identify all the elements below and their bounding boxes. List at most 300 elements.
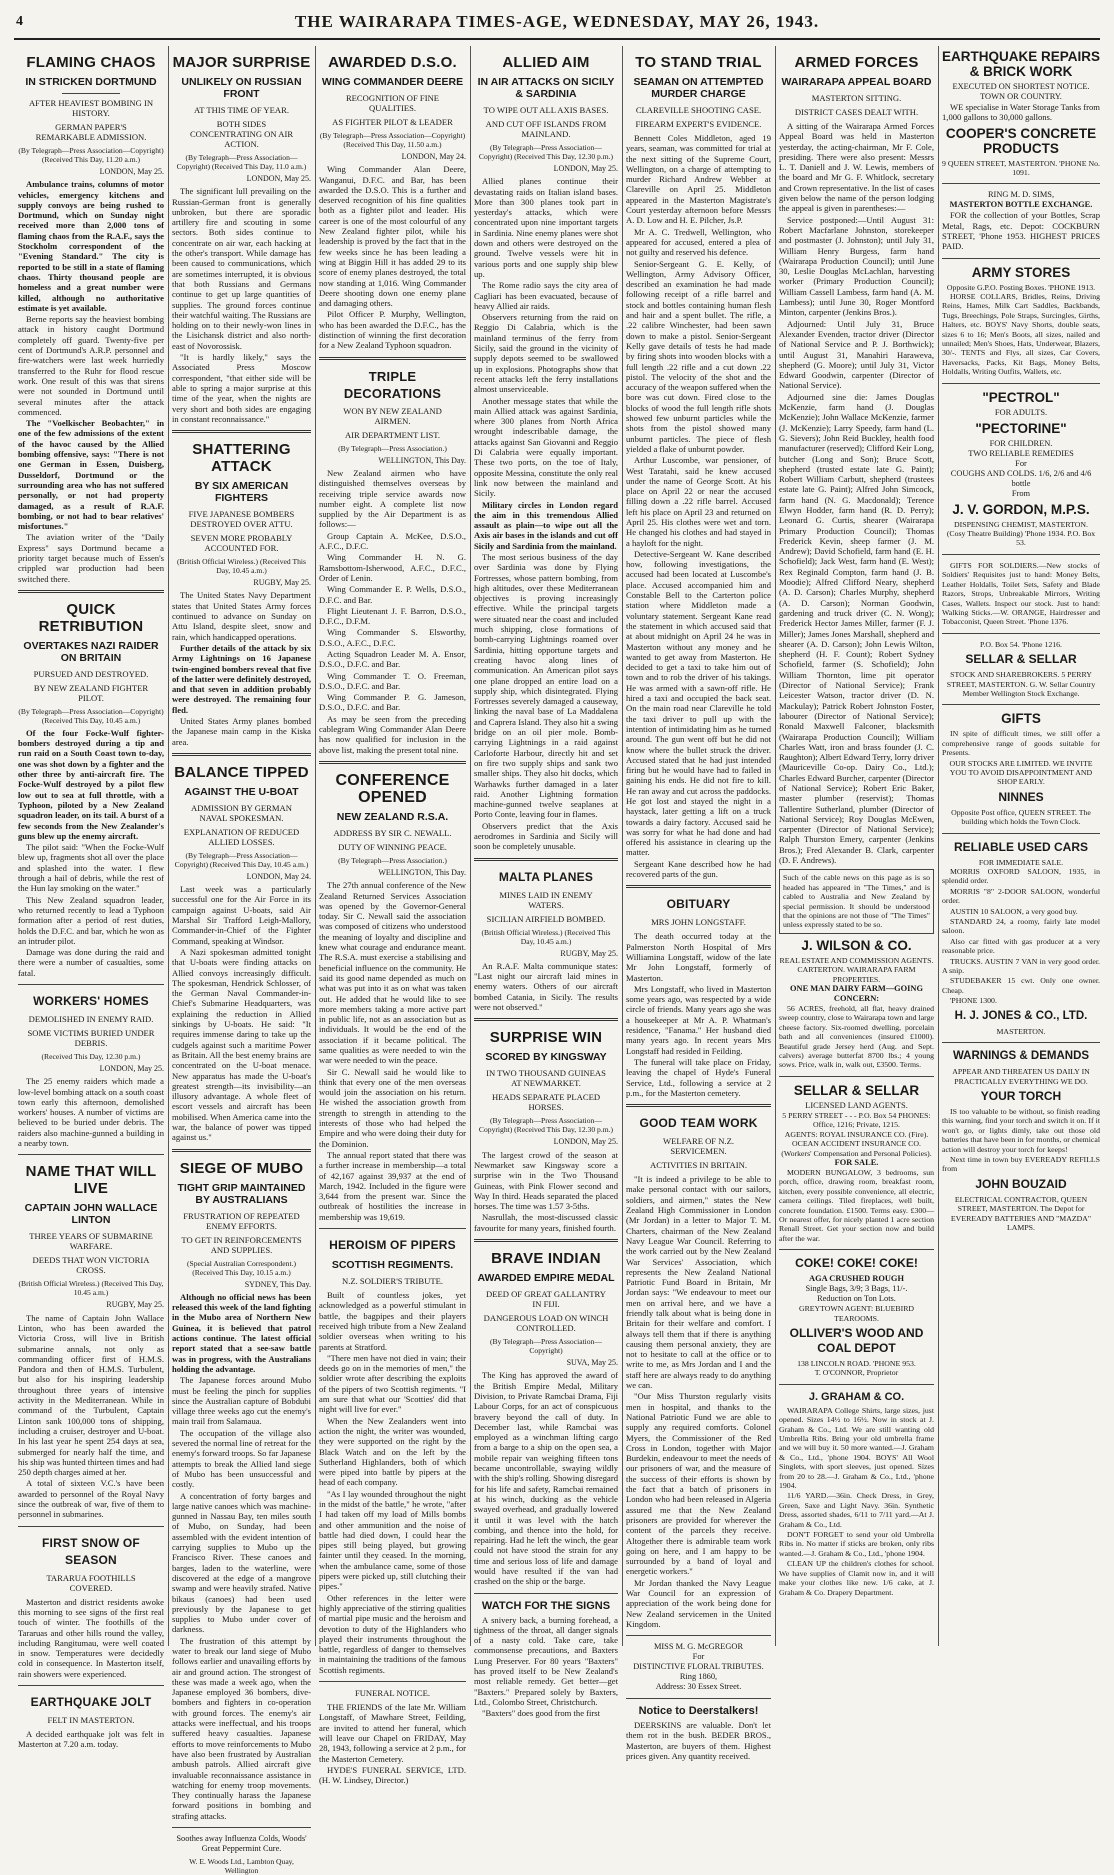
credit-line: (By Telegraph—Press Association—Copyright) (Received This Day, 12.30 p.m.) bbox=[478, 143, 614, 161]
deck: DISTRICT CASES DEALT WITH. bbox=[794, 107, 919, 117]
divider bbox=[779, 1384, 934, 1385]
headline: TRIPLE DECORATIONS bbox=[343, 368, 442, 401]
headline: GOOD TEAM WORK bbox=[639, 1116, 758, 1131]
advert-gordon-name: J. V. GORDON, M.P.S. bbox=[952, 501, 1090, 517]
credit-line: (Special Australian Correspondent.) (Received This Day, 10.15 a.m.) bbox=[186, 1258, 297, 1277]
headline: FLAMING CHAOS bbox=[26, 54, 156, 71]
advert-car-item: STANDARD 24, a roomy, fairly late model saloon. bbox=[942, 917, 1100, 936]
body-paragraph: Berne reports say the heaviest bombing attack in history caught Dortmund completely off guard. Twenty-five per cent of Dortmund's A.R.P. personnel and fire-watchers were last week hurriedly transferred to the Ruhr for flood rescue work. One result of this was that sirens were not sounded in Dortmund until several minutes after the attack commenced. bbox=[18, 314, 164, 417]
advert-car-item: STUDEBAKER 15 cwt. Only one owner. Cheap. bbox=[942, 976, 1100, 995]
column-5 bbox=[622, 46, 775, 1762]
advert-ninnes-name: NINNES bbox=[998, 789, 1044, 804]
body-paragraph: When the New Zealanders went into action the night, the writer was wounded, they were supported on the right by the Black Watch and on the left by the Sutherland Highlanders, both of which were piped into battle by pipers at the head of each company. bbox=[319, 1415, 466, 1488]
divider bbox=[474, 1593, 618, 1594]
advert-gordon-sub: DISPENSING CHEMIST, MASTERTON. bbox=[954, 519, 1088, 529]
advert-gordon-address: (Cosy Theatre Building) 'Phone 1934. P.O. Box 53. bbox=[946, 529, 1096, 548]
advert-gifts-body: IN spite of difficult times, we still offer a comprehensive range of goods suitable for Presents. bbox=[942, 729, 1100, 758]
body-paragraph: Last week was a particularly successful one for the Air Force in its campaign against U-boats, said Air Marshal Sir Trafford Leigh-Mallory, Commander-in-Chief of the Fighter Command, speaking at Windsor. bbox=[172, 884, 311, 946]
headline: SIEGE OF MUBO bbox=[179, 1159, 304, 1177]
body-paragraph: "It is indeed a privilege to be able to make personal contact with our sailors, soldiers, and airmen," states the New Zealand High Commissioner in London (Mr Jordan) in a letter to Major T. M. Charters, chairman of the New Zealand Navy League War Council. Referring to the work carried out by the New Zealand War Services' Association, which represents the New Zealand National Patriotic Fund Board in Britain, Mr Jordan says: "We endeavour to meet our men on arrival here, and we have a friendly talk about what is being done in Britain for their welfare and comfort. I always tell them that if there is anything causing them personal anxiety, they are not to hesitate to call at the office or to write to me, as Mrs Jordan and I and the staff here are always ready to do anything we can. bbox=[626, 1174, 771, 1391]
article-name-that-will-live bbox=[18, 1163, 164, 1519]
body-paragraph: Wing Commander Alan Deere, Wanganui, D.F.C. and Bar, has been awarded the D.S.O. This is a further and deserved recognition of his fine qualities both as a fighter pilot and leader. His career is one of the most colourful of any New Zealand fighter pilot, while his leadership is proved by the fact that in the few weeks since he has been leading a wing at Biggin Hill it has added 29 to its score of enemy planes destroyed, the total now standing at 1,016. Wing Commander Deere shooting down one enemy plane and damaging others. bbox=[319, 164, 466, 309]
deck: FRUSTRATION OF REPEATED ENEMY EFFORTS. bbox=[183, 1210, 300, 1231]
divider bbox=[18, 1526, 164, 1527]
credit-line: (By Telegraph—Press Association—Copyright) (Received This Day, 11.50 a.m.) bbox=[319, 131, 466, 149]
column-3 bbox=[315, 46, 470, 1786]
deck: BOTH SIDES CONCENTRATING ON AIR ACTION. bbox=[189, 119, 294, 149]
advert-line: For bbox=[1015, 458, 1027, 468]
body-paragraph: The aviation writer of the "Daily Express" says Dortmund became a priority target because much of Essen's crippled war production had been switched there. bbox=[18, 532, 164, 584]
headline: NAME THAT WILL LIVE bbox=[25, 1163, 157, 1198]
advert-bottle-heading: MASTERTON BOTTLE EXCHANGE. bbox=[949, 200, 1093, 210]
headline: WORKERS' HOMES bbox=[33, 994, 149, 1008]
advert-wilson-sub: REAL ESTATE AND COMMISSION AGENTS. CARTERTON. WAIRARAPA FARM PROPERTIES. bbox=[779, 955, 934, 984]
body-paragraph: Group Captain A. McKee, D.S.O., A.F.C., D.F.C. bbox=[319, 530, 466, 552]
advert-gifts-sub: OUR STOCKS ARE LIMITED. WE INVITE YOU TO AVOID DISAPPOINTMENT AND SHOP EARLY. bbox=[949, 758, 1093, 787]
article-shattering-attack bbox=[172, 441, 311, 747]
deck: AFTER HEAVIEST BOMBING IN HISTORY. bbox=[28, 98, 154, 118]
deck: AT THIS TIME OF YEAR. bbox=[194, 105, 289, 115]
dateline: LONDON, May 25. bbox=[99, 167, 164, 176]
headline: BRAVE INDIAN bbox=[491, 1250, 601, 1268]
deck: TARARUA FOOTHILLS COVERED. bbox=[46, 1572, 136, 1593]
body-paragraph: Wing Commander E. P. Wells, D.S.O., D.F.C. and Bar. bbox=[319, 584, 466, 605]
body-paragraph: Pilot Officer P. Murphy, Wellington, who has been awarded the D.F.C., has the distinction of winning the first decoration for a New Zealand Typhoon squadron. bbox=[319, 309, 466, 351]
masthead bbox=[0, 0, 1114, 48]
body-paragraph: This New Zealand squadron leader, who returned recently to lead a Typhoon formation after a period of rest duties, holds the D.F.C. and bar, which he won as an intruder pilot. bbox=[18, 894, 164, 946]
deck: TO GET IN REINFORCEMENTS AND SUPPLIES. bbox=[181, 1234, 302, 1255]
body-paragraph: Arthur Luscombe, war pensioner, of West Taratahi, said he knew accused under the name of George Scott. At his place on April 22 or near the accused filling down a .22 rifle barrel. Accused left his place on April 23 and returned on April 25. His clothes were wet and torn. He changed his clothes and had stayed in a hayloft for the night. bbox=[626, 455, 771, 548]
advert-army-stores: ARMY STORES bbox=[971, 264, 1071, 280]
deck: MASTERTON SITTING. bbox=[811, 93, 902, 103]
deck: PURSUED AND DESTROYED. bbox=[33, 668, 149, 679]
deck: SEVEN MORE PROBABLY ACCOUNTED FOR. bbox=[190, 533, 293, 554]
body-paragraph: Further details of the attack by six Army Lightnings on 16 Japanese twin-engined bombers reveal that five of the latter were definitely destroyed, and that seven in addition probably were destroyed. The remaining four fled. bbox=[172, 642, 311, 715]
subheadline: AGAINST THE U-BOAT bbox=[184, 785, 299, 798]
headline: ALLIED AIM bbox=[502, 54, 590, 71]
deck: AS FIGHTER PILOT & LEADER bbox=[332, 117, 453, 127]
deck: AIR DEPARTMENT LIST. bbox=[344, 429, 441, 440]
newspaper-title: THE WAIRARAPA TIMES-AGE, WEDNESDAY, MAY 26, 1943. bbox=[294, 12, 820, 31]
advert-used-cars-sub: FOR IMMEDIATE SALE. bbox=[978, 857, 1064, 867]
body-paragraph: Wing Commander H. N. G. Ramsbottom-Isherwood, A.F.C., D.F.C., Order of Lenin. bbox=[319, 552, 466, 583]
divider bbox=[626, 1104, 771, 1107]
article-major-surprise bbox=[172, 54, 311, 424]
deck: ADMISSION BY GERMAN NAVAL SPOKESMAN. bbox=[191, 802, 292, 823]
body-paragraph: Wing Commander S. Elsworthy, D.S.O., A.F.C., D.F.C. bbox=[319, 627, 466, 648]
divider bbox=[474, 858, 618, 861]
dateline: RUGBY, May 25. bbox=[106, 1300, 164, 1310]
body-paragraph: Sergeant Kane described how he had recovered parts of the gun. bbox=[626, 858, 771, 880]
deck: DUTY OF WINNING PEACE. bbox=[338, 841, 447, 852]
article-siege-of-mubo bbox=[172, 1160, 311, 1821]
credit-line: (By Telegraph—Press Association—Copyright) (Received This Day, 10.45 a.m.) bbox=[18, 706, 164, 725]
subheadline: UNLIKELY ON RUSSIAN FRONT bbox=[181, 76, 302, 100]
headline: BALANCE TIPPED bbox=[174, 763, 309, 781]
divider bbox=[172, 753, 311, 756]
article-malta-planes bbox=[474, 869, 618, 1013]
advert-ring: RING M. D. SIMS, bbox=[987, 190, 1055, 200]
body-paragraph: The annual report stated that there was a further increase in membership—a total of 42,167 against 39,937 at the end of March, 1942. Included in the figure were 3,644 from the present war. Since the outbreak of hostilities the increase in membership was 19,619. bbox=[319, 1149, 466, 1222]
advert-line: TWO RELIABLE REMEDIES bbox=[968, 448, 1074, 458]
body-paragraph: The United States Navy Department states that United States Army forces continued to advance on Sunday on Attu Island, despite sleet, snow and rain, which handicapped operations. bbox=[172, 590, 311, 642]
body-paragraph: United States Army planes bombed the Japanese main camp in the Kiska area. bbox=[172, 715, 311, 747]
divider bbox=[18, 984, 164, 985]
advert-coke-types: AGA CRUSHED ROUGH bbox=[809, 1274, 904, 1284]
article-quick-retribution bbox=[18, 601, 164, 978]
column-4 bbox=[470, 46, 622, 1719]
funeral-notice-body: THE FRIENDS of the late Mr. William Longstaff, of Mawhare Street, Feilding, are invited to attend her funeral, which will leave our Chapel on FRIDAY, May 28, 1943, following a service at 2 p.m., for the Masterton Cemetery. bbox=[319, 1702, 466, 1764]
advert-army-address: Opposite G.P.O. Posting Boxes. 'PHONE 1913. bbox=[946, 282, 1096, 292]
cable-news-notice: Such of the cable news on this page as is so headed has appeared in "The Times," and is cabled to Australia and New Zealand by special permission. It should be understood that the opinions are not those of "The Times" unless expressly stated to be so. bbox=[779, 869, 934, 933]
advert-graham-yard: 11/6 YARD.—36in. Check Dress, in Grey, Green, Saxe and Light Navy. 36in. Synthetic Dress, assorted shades, 6/11 to 7/11 yard.—At J. Graham & Co., Ltd. bbox=[779, 1491, 934, 1529]
divider bbox=[62, 93, 120, 94]
advert-heading: WATCH FOR THE SIGNS bbox=[481, 1599, 611, 1612]
deck: THREE YEARS OF SUBMARINE WARFARE. bbox=[29, 1231, 153, 1252]
deck: N.Z. SOLDIER'S TRIBUTE. bbox=[342, 1276, 443, 1287]
advert-sellar-sale: FOR SALE. bbox=[834, 1157, 879, 1167]
divider bbox=[319, 1681, 466, 1682]
advert-ninnes-address: Opposite Post office, QUEEN STREET. The building which holds the Town Clock. bbox=[951, 807, 1091, 827]
article-earthquake-jolt bbox=[18, 1694, 164, 1750]
advert-car-item: MORRIS OXFORD SALOON, 1935, in splendid order. bbox=[942, 867, 1100, 886]
divider bbox=[626, 1635, 771, 1636]
deck: WELFARE OF N.Z. SERVICEMEN. bbox=[663, 1136, 734, 1157]
advert-warnings-sub: APPEAR AND THREATEN US DAILY IN PRACTICALLY EVERYTHING WE DO. bbox=[952, 1067, 1090, 1086]
advert-car-item: 'PHONE 1300. bbox=[950, 996, 997, 1006]
advert-sellar-body: MODERN BUNGALOW, 3 bedrooms, sun porch, office, drawing room, breakfast room, kitchen, every possible convenience, all electric, camera ceilings. Tiled fireplaces, well built, concrete foundation. £1500. Terms easy. £300—Or nearest offer, for nicely planted 1 acre section Renall Street. Get your section now and build after the war. bbox=[779, 1167, 934, 1243]
divider bbox=[942, 258, 1100, 259]
dateline: LONDON, May 25. bbox=[246, 174, 311, 183]
deck: DEEDS THAT WON VICTORIA CROSS. bbox=[32, 1255, 150, 1276]
advert-graham-clean: CLEAN UP the children's clothes for school. We have supplies of Clamit now in, and it will make your clothes like new. 1/6 cake, at J. Graham & Co. Drapery Department. bbox=[779, 1559, 934, 1597]
dateline: SUVA, May 25. bbox=[566, 1358, 618, 1368]
advert-torch-next: Next time in town buy EVEREADY REFILLS from bbox=[942, 1154, 1100, 1174]
dateline: LONDON, May 24. bbox=[401, 152, 466, 161]
advert-coke-price: Single Bags, 3/9; 3 Bags, 11/-. bbox=[805, 1284, 908, 1294]
advert-tagline: "Baxters" does good from the first bbox=[482, 1708, 600, 1719]
advert-car-item: TRUCKS. AUSTIN 7 VAN in very good order. A snip. bbox=[942, 956, 1100, 976]
dateline: SYDNEY, This Day. bbox=[244, 1279, 311, 1289]
credit-line: (British Official Wireless.) (Received This Day, 10.45 a.m.) bbox=[18, 1279, 164, 1298]
advert-sellar-sub: STOCK AND SHAREBROKERS. 5 PERRY STREET, MASTERTON. G. W. Sellar Country Member Wellington Stock Exchange. bbox=[946, 670, 1096, 698]
dateline: WELLINGTON, This Day. bbox=[378, 455, 466, 465]
body-paragraph: Nasrullah, the most-discussed classic favourite for many years, finished fourth. bbox=[474, 1212, 618, 1233]
deck: AND CUT OFF ISLANDS FROM MAINLAND. bbox=[485, 119, 607, 139]
body-paragraph: The pilot said: "When the Focke-Wulf blew up, fragments shot all over the place and splashed into the water. I flew through a hail of debris, while the rest of the Hun lay smoking on the water." bbox=[18, 842, 164, 894]
advert-body: DEERSKINS are valuable. Don't let them rot in the bush. BEDER BROS., Masterton, are buyers of them. Highest prices given. Any quantity received. bbox=[626, 1720, 771, 1762]
body-paragraph: Mr Jordan thanked the Navy League War Council for an expression of appreciation of the work being done for New Zealand servicemen in the United Kingdom. bbox=[626, 1577, 771, 1629]
divider bbox=[172, 430, 311, 433]
body-paragraph: "It is hardly likely," says the Associated Press Moscow correspondent, "that either side will be able to spring a major surprise at this time of the year, when the nights are very short and both sides are engaging in constant reconnaissance." bbox=[172, 352, 311, 424]
credit-line: (By Telegraph—Press Association—Copyright) (Received This Day, 11.20 a.m.) bbox=[18, 146, 164, 164]
deck: TO WIPE OUT ALL AXIS BASES. bbox=[483, 105, 609, 115]
credit-line: (By Telegraph—Press Association—Copyright) (Received This Day, 12.30 p.m.) bbox=[478, 1116, 614, 1135]
advert-sellar-name: SELLAR & SELLAR bbox=[793, 1082, 920, 1098]
subheadline: WAIRARAPA APPEAL BOARD bbox=[781, 76, 932, 88]
credit-line: (By Telegraph—Press Association.) bbox=[338, 443, 447, 453]
body-paragraph: Mr A. C. Tredwell, Wellington, who appeared for accused, entered a plea of not guilty and reserved his defence. bbox=[626, 226, 771, 258]
advert-heading: Notice to Deerstalkers! bbox=[638, 1705, 759, 1718]
advert-graham-name: J. GRAHAM & CO. bbox=[808, 1390, 905, 1403]
subheadline: WING COMMANDER DEERE bbox=[321, 76, 464, 88]
article-allied-aim bbox=[474, 54, 618, 852]
advert-florist-name: MISS M. G. McGREGOR bbox=[653, 1642, 744, 1652]
body-paragraph: The largest crowd of the season at Newmarket saw Kingsway score a surprise win in the Two Thousand Guineas, with Pink Flower second and Way In third. Heads separated the placed horses. The time was 1.57 3-5ths. bbox=[474, 1149, 618, 1212]
body-paragraph: The frustration of this attempt by water to break our land siege of Mubo follows earlier and unavailing efforts by air and ground action. The strongest of these was made a week ago, when the Japanese employed 36 bombers, dive-bombers and fighters in co-operation with ground forces. The enemy's air attacks were ineffectual, and his troops suffered heavy casualties. Japanese efforts to move reinforcements to Mubo have also been frustrated by Australian ambush patrols. Allied aircraft give invaluable reconnaissance assistance in watching for enemy troop movements. They continually harass the Japanese forward positions in bombing and strafing attacks. bbox=[172, 1635, 311, 1821]
advert-bouzaid-sub: ELECTRICAL CONTRACTOR, QUEEN STREET, MASTERTON. The Depot for EVEREADY BATTERIES AND "MAZDA" LAMPS. bbox=[950, 1194, 1092, 1232]
body-paragraph: The King has approved the award of the British Empire Medal, Military Division, to Private Ramcbai Drama, Fiji Labour Corps, for an act of conspicuous bravery beyond the call of duty. In December last, while Ramcbai was employed as a winchman lifting cargo from a barge to a ship on the open sea, a mobile repair van weighing fifteen tons became uncontrollable, swaying wildly with the ship's rolling. Showing disregard for his life and safety, Ramcbai remained at his winch, ducking as the vehicle swayed overhead, and gradually lowered it until it was level with the hatch combing, and thence into the hold, for repairing. Had he left the winch, the gear could not have stood the strain for any time and serious loss of life and damage would have resulted if the van had crashed on the ship or the barge. bbox=[474, 1370, 618, 1587]
subheadline: SCORED BY KINGSWAY bbox=[485, 1051, 607, 1064]
advert-florist-line: Address: 30 Essex Street. bbox=[655, 1682, 742, 1692]
divider bbox=[172, 1827, 311, 1828]
deck: ADDRESS BY SIR C. NEWALL. bbox=[333, 827, 452, 838]
headline: SHATTERING ATTACK bbox=[192, 441, 291, 476]
body-paragraph: The funeral will take place on Friday, leaving the chapel of Hyde's Funeral Service, Ltd., following a service at 2 p.m., for the Masterton cemetery. bbox=[626, 1056, 771, 1098]
body-paragraph: Adjourned: Until July 31, Bruce Alexander Evenden, tractor driver (Director of National Service and P. J. Borthwick); until August 31, Manahiri Haraweva, shepherd (G. Moore); until July 31, Victor Edward Goodwin, carpenter (Director of National Service). bbox=[779, 318, 934, 391]
column-1 bbox=[14, 46, 168, 1750]
divider bbox=[626, 1698, 771, 1699]
article-workers-homes bbox=[18, 993, 164, 1148]
divider bbox=[942, 554, 1100, 555]
advert-sellar-agents: AGENTS: ROYAL INSURANCE CO. (Fire). OCEAN ACCIDENT INSURANCE CO. (Workers' Compensation and Personal Policies). bbox=[781, 1129, 932, 1158]
advert-olliver-proprietor: T. O'CONNOR, Proprietor bbox=[814, 1368, 899, 1378]
advert-coopers-name: COOPER'S CONCRETE PRODUCTS bbox=[945, 125, 1097, 156]
body-paragraph: The death occurred today at the Palmerston North Hospital of Mrs Williamina Longstaff, widow of the late Mr John Longstaff, formerly of Masterton. bbox=[626, 931, 771, 983]
headline: CONFERENCE OPENED bbox=[335, 771, 450, 806]
body-paragraph: Wing Commander P. G. Jameson, D.S.O., D.F.C. and Bar. bbox=[319, 692, 466, 713]
divider bbox=[18, 1685, 164, 1686]
body-paragraph: Of the four Focke-Wulf fighter-bombers destroyed during a tip and run raid on a South Coast town to-day, one was shot down by a fighter and the other three by anti-aircraft fire. The Focke-Wulf destroyed by a pilot flew low out to sea at full throttle, with a Typhoon, piloted by a New Zealand squadron leader, on its tail. A burst of a few seconds from the New Zealander's guns blew up the enemy aircraft. bbox=[18, 727, 164, 841]
body-paragraph: The Rome radio says the city area of Cagliari has been evacuated, because of heavy Allied air raids. bbox=[474, 280, 618, 311]
dateline: LONDON, May 25. bbox=[99, 1064, 164, 1073]
subheadline: AWARDED EMPIRE MEDAL bbox=[477, 1272, 615, 1285]
advert-line: TOWN OR COUNTRY. bbox=[980, 92, 1062, 101]
deck: SICILIAN AIRFIELD BOMBED. bbox=[486, 913, 606, 924]
advert-wilson-heading: ONE MAN DAIRY FARM—GOING CONCERN: bbox=[790, 984, 923, 1004]
advert-olliver-address: 138 LINCOLN ROAD. 'PHONE 953. bbox=[797, 1358, 916, 1368]
divider bbox=[942, 704, 1100, 705]
deck: ACTIVITIES IN BRITAIN. bbox=[650, 1160, 747, 1171]
divider bbox=[474, 1239, 618, 1242]
advert-line: FOR ADULTS. bbox=[994, 407, 1048, 417]
advert-sellar-box: P.O. Box 54. 'Phone 1216. bbox=[980, 639, 1062, 649]
divider bbox=[942, 1042, 1100, 1043]
deck: DEMOLISHED IN ENEMY RAID. bbox=[28, 1014, 154, 1024]
body-paragraph: New Zealand airmen who have distinguished themselves overseas by receiving triple service awards now number eight. A complete list now supplied by the Air Department is as follows:— bbox=[319, 467, 466, 530]
body-paragraph: A decided earthquake jolt was felt in Masterton at 7.20 a.m. today. bbox=[18, 1728, 164, 1750]
body-paragraph: Other references in the letter were highly appreciative of the stirring qualities of martial pipe music and the heroism and devotion to duty of the Highlanders who played their instruments throughout the battle, regardless of danger to themselves in maintaining the traditions of the famous Scottish regiments. bbox=[319, 1592, 466, 1675]
body-paragraph: Flight Lieutenant J. F. Barron, D.S.O., D.F.C., D.F.M. bbox=[319, 605, 466, 627]
body-paragraph: The most serious business of the day over Sardinia was done by Flying Fortresses, whose pattern bombing, from high altitudes, over these Mediterranean objectives is proving increasingly effective. While the principal targets were situated near the coast and included much shipping, close formations of bomb-carrying Lightnings roamed over Sardinia, hitting opportune targets and creating havoc along lines of communication. An American pilot says one plane dropped an entire load on a supply ship, which disintegrated. Flying Fortresses severely damaged a causeway, linking the naval base of La Maddalena and Caprera Island. They also hit a swing bridge on an oil pier mole. Bomb-carrying Lightnings in a raid against Carloforte Harbour, directly hit and set on fire two supply ships and sank two smaller ships. They also hit docks, which Warhawks further damaged in a later raid. Another Lightning formation machine-gunned twelve seaplanes at Porto Conte, leaving four in flames. bbox=[474, 551, 618, 820]
advert-torch: YOUR TORCH bbox=[980, 1088, 1062, 1103]
deck: FELT IN MASTERTON. bbox=[47, 1714, 135, 1725]
dateline: LONDON, May 24. bbox=[246, 871, 311, 881]
divider bbox=[319, 1228, 466, 1229]
article-triple-decorations bbox=[319, 368, 466, 755]
divider bbox=[626, 885, 771, 888]
advert-jones-name: H. J. JONES & CO., LTD. bbox=[954, 1009, 1088, 1022]
advert-line: COUGHS AND COLDS. 1/6, 2/6 and 4/6 bottle bbox=[950, 468, 1092, 488]
body-paragraph: Service postponed:—Until August 31: Robert Macfarlane Johnston, storekeeper and postmaster (J. Johnston); until July 31, William Henry Burgess, farm hand (Wairarapa Production Council); until June 30, Leslie Douglas McLachlan, harvesting worker (Primary Production Council); William Cassell Lambess, farm hand (A. M. Lambess); until June 30, Roger Montford Minton, carpenter (Jenkins Bros.). bbox=[779, 214, 934, 318]
headline: TO STAND TRIAL bbox=[635, 54, 762, 71]
advert-bouzaid-name: JOHN BOUZAID bbox=[975, 1176, 1067, 1191]
advert-line: FOR CHILDREN. bbox=[989, 438, 1053, 448]
body-paragraph: Observers predict that the Axis aerodromes in Sardinia and Sicily will soon be completely unusable. bbox=[474, 820, 618, 852]
subheadline: OVERTAKES NAZI RAIDER ON BRITAIN bbox=[23, 639, 159, 664]
headline: SURPRISE WIN bbox=[489, 1029, 603, 1047]
credit-line: (By Telegraph—Press Association—Copyright) (Received This Day, 10.45 a.m.) bbox=[174, 850, 309, 869]
subheadline: IN STRICKEN DORTMUND bbox=[25, 76, 157, 88]
article-flaming-chaos bbox=[18, 54, 164, 584]
advert-olliver-name: OLLIVER'S WOOD AND COAL DEPOT bbox=[789, 1325, 924, 1355]
advert-graham-ribs: DON'T FORGET to send your old Umbrella Ribs in. No matter if sticks are broken, only ribs wanted.—J. Graham & Co., Ltd., 'phone 1904. bbox=[779, 1530, 934, 1558]
body-paragraph: Although no official news has been released this week of the land fighting in the Mubo area of Northern New Guinea, it is believed that patrol actions continue. The latest official report stated that a see-saw battle was in progress, with the Australians holding the advantage. bbox=[172, 1291, 311, 1374]
subheadline: IN AIR ATTACKS ON SICILY & SARDINIA bbox=[477, 76, 615, 100]
body-paragraph: Adjourned sine die: James Douglas McKenzie, farm hand (J. Douglas McKenzie); John Wallace McKenzie, farmer (J. McKenzie); Larry Speedy, farm hand (L. G. Sievers); John Reid Buckley, health food manufacturer (reserved); Clifford Keir Long, butcher (Long and Son); Bruce Scott, shepherd (trusted estate late G. Paint); Robert William Carbutt, shepherd (trustees estate late G. Paint); Alfred John Simcock, farm hand (N. G. Macdonald); Terence Elwyn Hodder, farm hand (R. D. Perry); Leonard G. Curtis, shearer (Wairarapa Primary Production Council); Thomas Frederick Kevin, sheep farmer (J. M. Andrew); David Schofield, farm hand (E. H. Schofield); Jack West, farm hand (E. West); Rex Reginald Compton, farm hand (J. B. Moodie); Alfred Clifford Neary, shepherd (A. D. Carson); Charles Murphy, shepherd (A. D. Carson); Norman Goodwin, gardening and truck driver (C. N. Wong); Frederick Hector James Miller, farmer (F. J. Miller); James Jones Marshall, shepherd and shearer (A. D. Carson); John Lewis Wilton, shepherd (H. F. Count); Robert Sydney Schofield, farmer (S. Schofield); John William Thornton, lime pit operator (Director of National Service); Frank Leicester Watson, tractor driver (D. N. Mackulay); Patrick Robert Johnston Foster, labourer (Director of National Service); Ronald Maxwell Falconer, blacksmith (Wairarapa Production Council); William Charles Watt, iron and brass founder (J. C. Raughton); Albert Edward Terry, lorry driver (Mauriceville Co-op. Dairy Co., Ltd.); Charles Edward Burcher, carpenter (Director of National Service); Robert Eric Baker, master plumber (reservist); Thomas Tallentire Sutherland, plumber (Director of National Service); Roy Douglas McEwen, carpenter (Director of National Service); Ralph Thurston Emery, carpenter (Jenkins Bros.); Fred Alexander B. Clark, carpenter (D. F. Andrews). bbox=[779, 391, 934, 866]
headline: OBITUARY bbox=[666, 897, 731, 912]
funeral-notice-heading: FUNERAL NOTICE. bbox=[354, 1688, 431, 1699]
divider bbox=[18, 590, 164, 593]
article-brave-indian bbox=[474, 1250, 618, 1587]
subheadline: CAPTAIN JOHN WALLACE LINTON bbox=[24, 1202, 158, 1227]
subheadline: SCOTTISH REGIMENTS. bbox=[331, 1259, 454, 1272]
funeral-notice-signature: HYDE'S FUNERAL SERVICE, LTD. (H. W. Lindsey, Director.) bbox=[319, 1764, 466, 1786]
divider bbox=[779, 1076, 934, 1077]
deck: CLAREVILLE SHOOTING CASE. bbox=[635, 105, 762, 115]
divider bbox=[474, 1018, 618, 1021]
body-paragraph: Wing Commander T. O. Freeman, D.S.O., D.F.C. and Bar. bbox=[319, 670, 466, 691]
deck: GERMAN PAPER'S REMARKABLE ADMISSION. bbox=[35, 122, 147, 142]
advert-bottle-body: FOR the collection of your Bottles, Scrap Metal, Rags, etc. Depot: COCKBURN STREET, 'Phone 1953. HIGHEST PRICES PAID. bbox=[942, 210, 1100, 252]
advert-wilson-body: 56 ACRES, freehold, all flat, heavy drained sweep country, close to Wairarapa town and large cheese factory. Six-roomed dwelling, porcelain bath and all conveniences (insured £1000). Beautiful grade Jersey herd (Aug. and Sept. calvers) average butterfat 8700 lbs.; 4 young sows. Price, walk in, walk out, £3500. Terms. bbox=[779, 1004, 934, 1070]
divider bbox=[942, 633, 1100, 634]
deck: HEADS SEPARATE PLACED HORSES. bbox=[491, 1092, 601, 1113]
body-paragraph: "As I lay wounded throughout the night in the midst of the battle," he wrote, "after I had taken off my load of Mills bombs and other ammunition and the noise of battle had died down, I could hear the pipes still being played, but growing fainter until they ceased. In the morning, when the ambulance came, some of those pipers were picked up, still clutching their pipes." bbox=[319, 1488, 466, 1592]
article-armed-forces bbox=[779, 54, 934, 865]
advert-coke: COKE! COKE! COKE! bbox=[795, 1256, 918, 1271]
divider bbox=[942, 833, 1100, 834]
advert-car-item: MORRIS "8" 2-DOOR SALOON, wonderful order. bbox=[942, 886, 1100, 906]
dateline: WELLINGTON, This Day. bbox=[378, 867, 466, 877]
article-surprise-win bbox=[474, 1029, 618, 1233]
advert-coke-agent: GREYTOWN AGENT: BLUEBIRD TEAROOMS. bbox=[798, 1304, 915, 1323]
advert-pectrol: "PECTROL" bbox=[982, 389, 1060, 405]
subheadline: BY SIX AMERICAN FIGHTERS bbox=[194, 480, 289, 505]
credit-line: (British Official Wireless.) (Received This Day, 10.45 a.m.) bbox=[177, 557, 306, 576]
advert-sellar-address: 5 PERRY STREET - - - P.O. Box 54 PHONES: Office, 1216; Private, 1215. bbox=[782, 1110, 931, 1130]
deck: FIVE JAPANESE BOMBERS DESTROYED OVER ATTU. bbox=[188, 509, 295, 530]
deck: SOME VICTIMS BURIED UNDER DEBRIS. bbox=[27, 1028, 155, 1048]
advert-florist-line: Ring 1860, bbox=[679, 1672, 718, 1682]
subheadline: NEW ZEALAND R.S.A. bbox=[336, 810, 449, 823]
divider bbox=[942, 183, 1100, 184]
divider bbox=[18, 1154, 164, 1155]
subheadline: TIGHT GRIP MAINTAINED BY AUSTRALIANS bbox=[177, 1181, 306, 1206]
divider bbox=[319, 357, 466, 360]
headline: EARTHQUAKE JOLT bbox=[30, 1694, 152, 1709]
deck: EXPLANATION OF REDUCED ALLIED LOSSES. bbox=[183, 826, 300, 847]
advert-printer: W. E. Woods Ltd., Lambton Quay, Wellington bbox=[189, 1857, 294, 1875]
body-paragraph: Allied planes continue their devastating raids on Italian island bases. More than 300 planes took part in yesterday's attacks, which were concentrated upon nine important targets in Sardinia. Nine enemy planes were shot down and others were destroyed on the ground. Twelve vessels were hit in various ports and one supply ship blew up. bbox=[474, 176, 618, 279]
page-number: 4 bbox=[16, 14, 23, 29]
body-paragraph: The Japanese forces around Mubo must be feeling the pinch for supplies since the Australian capture of Bobdubi village three weeks ago cut the enemy's main trail from Salamaua. bbox=[172, 1375, 311, 1427]
advert-car-item: AUSTIN 10 SALOON, a very good buy. bbox=[950, 906, 1078, 916]
body-paragraph: The occupation of the village also severed the normal line of retreat for the enemy's forward troops. So far Japanese attempts to break the Allied land siege of Mubo has been unsuccessful and costly. bbox=[172, 1427, 311, 1490]
body-paragraph: The "Voelkischer Beobachter," in one of the few admissions of the extent of the havoc caused by the Allied bombing offensive, says: "There is not one German in Essen, Duisberg, Dusseldorf, Dortmund or the surrounding area who has not suffered personally, or not had property damaged, as a result of R.A.F. bombing, or not had to bear relatives' misfortunes." bbox=[18, 418, 164, 532]
article-obituary bbox=[626, 896, 771, 1098]
divider bbox=[779, 1249, 934, 1250]
body-paragraph: Ambulance trains, columns of motor vehicles, emergency kitchens and supply convoys are being rushed to Dortmund, which on Sunday night received more than 2,000 tons of flaming chaos from the R.A.F., says the Stockholm correspondent of the "Evening Standard." The city is reported to be still in a state of flaming chaos. Thirty thousand people are homeless and a great number were killed, although no authoritative estimate is yet available. bbox=[18, 179, 164, 313]
body-paragraph: Bennett Coles Middleton, aged 19 years, seaman, was committed for trial at the next sitting of the Supreme Court, Wellington, on a charge of attempting to murder Richard Andrew Webber at Clareville on April 25. Middleton appeared in the Masterton Magistrate's Court yesterday afternoon before Messrs A. D. Low and H. E. Pilcher, Js.P. bbox=[626, 133, 771, 226]
advert-line: From bbox=[1011, 488, 1031, 498]
body-paragraph: A sitting of the Wairarapa Armed Forces Appeal Board was held in Masterton yesterday, the acting-chairman, Mr F. Cole, presiding. There were also present: Messrs L. T. Daniell and J. W. Lewis, members of the board and Mr G. F. Whitlock, secretary and Crown representative. In the list of cases given below the name of the person lodging the appeal is given in parentheses:— bbox=[779, 121, 934, 214]
credit-line: (By Telegraph—Press Association—Copyright) bbox=[490, 1337, 602, 1356]
advert-pectorine: "PECTORINE" bbox=[975, 420, 1067, 436]
headline: QUICK RETRIBUTION bbox=[38, 600, 144, 635]
deck: DEED OF GREAT GALLANTRY IN FIJI. bbox=[486, 1289, 606, 1310]
body-paragraph: Mrs Longstaff, who lived in Masterton some years ago, was respected by a wide circle of friends. Many years ago she was a housekeeper at Mr A. P. Whatman's residence, "Fanama." Her husband died many years ago. In recent years Mrs Longstaff had resided in Feilding. bbox=[626, 983, 771, 1056]
body-paragraph: The name of Captain John Wallace Linton, who has been awarded the Victoria Cross, will live in British submarine annals, not only as commanding officer first of H.M.S. Pandora and then of H.M.S. Turbulent, but also for his inspiring leadership throughout three years of intensive activity in the Mediterranean. While in command of the Turbulent, Captain Linton sank 100,000 tons of shipping, including a cruiser, destroyer and U-boat. In his last year he spent 254 days at sea, submerged for nearly half the time, and his ship was hunted thirteen times and had 250 depth charges aimed at her. bbox=[18, 1312, 164, 1478]
credit-line: (By Telegraph—Press Association—Copyright) (Received This Day, 11.0 a.m.) bbox=[176, 153, 307, 171]
column-6 bbox=[775, 46, 938, 1646]
article-good-team-work bbox=[626, 1115, 771, 1629]
credit-line: (By Telegraph—Press Association.) bbox=[338, 855, 447, 865]
body-paragraph: Acting Squadron Leader M. A. Ensor, D.S.O., D.F.C. and Bar. bbox=[319, 648, 466, 670]
advert-graham-body: WAIRARAPA College Shirts, large sizes, just opened. Sizes 14½ to 16½. Now in stock at J. Graham & Co., Ltd. We are still wanting old Umbrella Ribs. Bring your old umbrella frame and we will buy it. 50 more wanted.—J. Graham & Co., Ltd., 'phone 1904. BOYS' All Wool Singlets, with sport sleeves, just opened. Sizes from 20 to 28.—J. Graham & Co., Ltd., 'phone 1904. bbox=[779, 1405, 934, 1491]
body-paragraph: Detective-Sergeant W. Kane described how, following investigations, the accused had been located at Luscombe's place. Accused accompanied him and Constable Bell to the Carterton police station where Middleton made a voluntary statement. Sergeant Kane read the statement in which accused said that at about midnight on April 24 he was in Masterton without any money and he wanted to get away from Masterton. He decided to get a taxi to take him out of town and to rob the driver of his takings. He was armed with a sawn-off rifle. He hired a taxi and occupied the back seat. On the main road near Clareville he told the taxi driver to pull up with the intention of intimidating him as he turned around. The gun went off but he did not know where the bullet struck the driver. Accused stated that he had just intended firing but he would have had to failed in gaining his ends. He did not fire to kill. He ran away and cut across the paddocks. He got lost and stayed the night in a haystack, later getting a lift on a truck towards a dairy factory. Accused said he was sorry for what he had done and had offered his assistance in clearing up the matter. bbox=[626, 548, 771, 858]
credit-line: (Received This Day, 12.30 p.m.) bbox=[41, 1052, 141, 1061]
advert-gifts-heading: GIFTS bbox=[1001, 711, 1041, 727]
dateline: LONDON, May 25. bbox=[553, 164, 618, 173]
advert-warnings: WARNINGS & DEMANDS bbox=[952, 1050, 1090, 1063]
headline: ARMED FORCES bbox=[794, 54, 919, 71]
body-paragraph: Senior-Sergeant G. E. Kelly, of Wellington, Army Advisory Officer, described an examination he had made following receipt of a rifle barrel and stock and bottles containing human flesh and hair and a spent bullet. The rifle, a .22 calibre Winchester, had been sawn down to make a pistol. Senior-Sergeant Kelly gave details of tests he had made by firing shots into wooden blocks with a full length .22 rifle and a cut down .22 pistol. The velocity of the shot and the accuracy of the weapon suffered when the bore was cut down. Fired close to the blocks of wood the full length rifle shots showed few unburnt particles while the shots from the pistol showed many unburnt particles. The piece of flesh yielded a flake of unburnt powder. bbox=[626, 258, 771, 454]
body-paragraph: As may be seen from the preceding cablegram Wing Commander Alan Deere has now qualified for inclusion in the above list, making the present total nine. bbox=[319, 713, 466, 755]
advert-used-cars: RELIABLE USED CARS bbox=[953, 839, 1088, 854]
article-heroism-of-pipers bbox=[319, 1237, 466, 1675]
deck: BY NEW ZEALAND FIGHTER PILOT. bbox=[33, 682, 149, 703]
article-first-snow bbox=[18, 1535, 164, 1679]
body-paragraph: Observers returning from the raid on Reggio Di Calabria, which is the mainland terminus of the ferry from Sicily, said the ground in the vicinity of supply depots seemed to be swallowed up in explosions. Photographs show that recent attacks left the ferry installations almost unserviceable. bbox=[474, 312, 618, 395]
body-paragraph: An R.A.F. Malta communique states: "Last night our aircraft laid mines in enemy waters. Others of our aircraft bombed Catania, in Sicily. The results were not observed." bbox=[474, 960, 618, 1013]
body-paragraph: Military circles in London regard the aim in this tremendous Allied assault as plain—to wipe out all the Axis air bases in the islands and cut off Sicily and Sardinia from the mainland. bbox=[474, 499, 618, 551]
body-paragraph: The 25 enemy raiders which made a low-level bombing attack on a south coast town early this afternoon, demolished workers' houses. A number of victims are believed to be buried under debris. The raiders also machine-gunned a building in a nearby town. bbox=[18, 1076, 164, 1149]
advert-coke-reduction: Reduction on Ton Lots. bbox=[817, 1294, 896, 1304]
masthead-rule bbox=[14, 38, 1100, 40]
headline: FIRST SNOW OF SEASON bbox=[42, 1535, 140, 1567]
advert-car-item: Also car fitted with gas producer at a very reasonable price. bbox=[942, 936, 1100, 956]
divider bbox=[319, 761, 466, 764]
article-balance-tipped bbox=[172, 764, 311, 1143]
advert-coopers-address: 9 QUEEN STREET, MASTERTON. 'PHONE No. 1091. bbox=[942, 158, 1100, 177]
divider bbox=[942, 383, 1100, 384]
body-paragraph: Damage was done during the raid and there were a number of casualties, some fatal. bbox=[18, 947, 164, 978]
article-to-stand-trial bbox=[626, 54, 771, 879]
deck: IN TWO THOUSAND GUINEAS AT NEWMARKET. bbox=[486, 1068, 606, 1089]
deck: MRS JOHN LONGSTAFF. bbox=[651, 917, 746, 928]
advert-sellar-name: SELLAR & SELLAR bbox=[965, 652, 1077, 667]
headline: AWARDED D.S.O. bbox=[328, 54, 457, 71]
dateline: LONDON, May 25. bbox=[553, 1137, 618, 1147]
headline: HEROISM OF PIPERS bbox=[329, 1238, 456, 1253]
advert-florist-line: DISTINCTIVE FLORAL TRIBUTES. bbox=[633, 1662, 764, 1672]
deck: MINES LAID IN ENEMY WATERS. bbox=[499, 889, 593, 910]
advert-wilson-name: J. WILSON & CO. bbox=[801, 937, 912, 953]
advert-woods: Soothes away Influenza Colds, Woods' Great Peppermint Cure. bbox=[176, 1834, 307, 1854]
body-paragraph: The significant lull prevailing on the Russian-German front is generally unbroken, but there are sporadic artillery fire and scouting in some sectors. Both sides continue to concentrate on air war, each hacking at the other's transport. While damage has been caused to communications, which are sometimes interrupted, it is obvious that both Russians and Germans continue to get up large quantities of supplies. The ground forces continue their watchful waiting. The Russians are holding on to their newly-won lines in the Lisichansk district and also north-east of Novorossisk. bbox=[172, 186, 311, 351]
advert-body: WE specialise in Water Storage Tanks from 1,000 gallons to 30,000 gallons. bbox=[942, 102, 1100, 123]
